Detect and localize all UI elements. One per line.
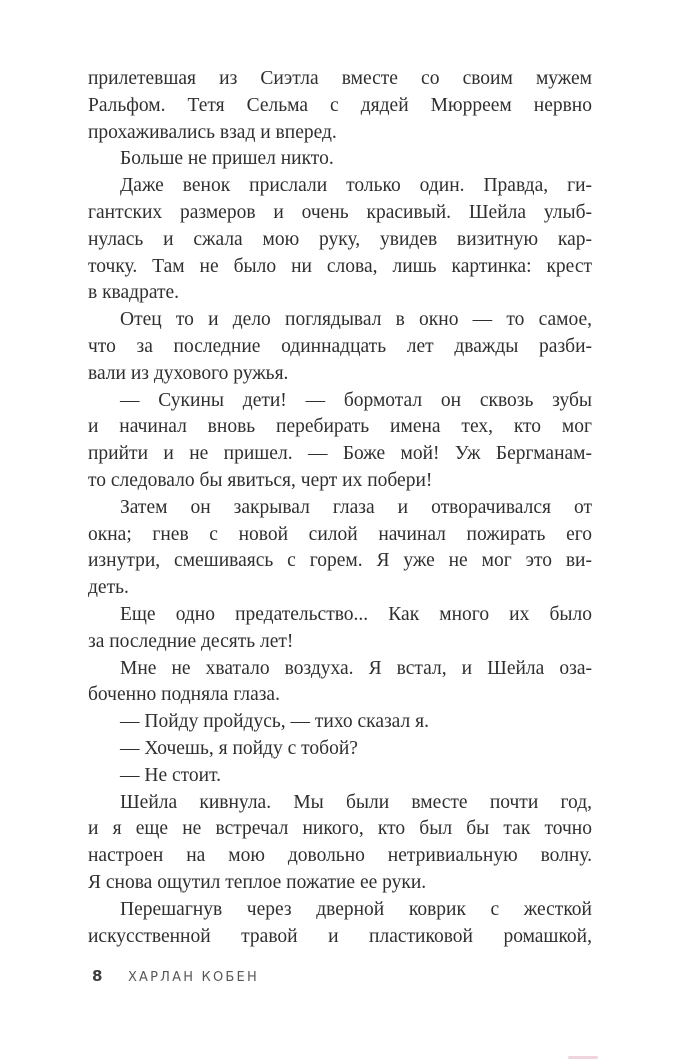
text-line: Шейла кивнула. Мы были вместе почти год, bbox=[120, 791, 592, 813]
text-line: деть. bbox=[88, 577, 129, 599]
page-number: 8 bbox=[92, 967, 103, 985]
text-line: прилетевшая из Сиэтла вместе со своим мужем bbox=[88, 68, 592, 89]
text-line: — Не стоит. bbox=[120, 764, 222, 786]
text-line: за последние десять лет! bbox=[88, 630, 294, 652]
text-line: в квадрате. bbox=[88, 282, 180, 304]
text-line: прийти и не пришел. — Боже мой! Уж Бергманам- bbox=[88, 443, 592, 465]
text-line: Больше не пришел никто. bbox=[120, 148, 334, 170]
text-line: Я снова ощутил теплое пожатие ее руки. bbox=[88, 871, 427, 893]
text-line: вали из духового ружья. bbox=[88, 362, 289, 384]
body-text bbox=[88, 66, 592, 950]
text-line: боченно подняла глаза. bbox=[88, 684, 280, 706]
text-line: окна; гнев с новой силой начинал пожирать его bbox=[88, 523, 592, 545]
text-line: что за последние одиннадцать лет дважды разби- bbox=[88, 335, 592, 357]
text-line: настроен на мою довольно нетривиальную волну. bbox=[88, 845, 592, 867]
text-line: Затем он закрывал глаза и отворачивался от bbox=[120, 496, 592, 518]
text-line: искусственной травой и пластиковой ромашкой, bbox=[88, 925, 592, 947]
text-line: Отец то и дело поглядывал в окно — то самое, bbox=[120, 309, 592, 331]
text-line: и начинал вновь перебирать имена тех, кто мог bbox=[88, 416, 592, 438]
text-line: — Сукины дети! — бормотал он сквозь зубы bbox=[120, 389, 592, 411]
text-line: — Хочешь, я пойду с тобой? bbox=[120, 737, 358, 759]
text-line: точку. Там не было ни слова, лишь картинка: крест bbox=[88, 255, 592, 277]
text-line: Даже венок прислали только один. Правда, ги- bbox=[120, 175, 592, 197]
text-line: Ральфом. Тетя Сельма с дядей Мюрреем нервно bbox=[88, 94, 592, 116]
page-corner-accent-line bbox=[568, 1056, 598, 1059]
running-title: ХАРЛАН КОБЕН bbox=[127, 970, 259, 985]
text-line: Перешагнув через дверной коврик с жесткой bbox=[120, 898, 592, 920]
text-line: нулась и сжала мою руку, увидев визитную кар- bbox=[88, 228, 592, 250]
page-footer bbox=[92, 967, 512, 985]
text-line: то следовало бы явиться, черт их побери! bbox=[88, 469, 433, 491]
text-line: Мне не хватало воздуха. Я встал, и Шейла оза- bbox=[120, 657, 592, 679]
text-line: прохаживались взад и вперед. bbox=[88, 121, 337, 143]
text-line: Еще одно предательство... Как много их было bbox=[120, 603, 592, 625]
text-line: и я еще не встречал никого, кто был бы так точно bbox=[88, 818, 592, 840]
text-line: гантских размеров и очень красивый. Шейла улыб- bbox=[88, 201, 592, 223]
text-line: изнутри, смешиваясь с горем. Я уже не мог это ви- bbox=[88, 550, 592, 572]
text-line: — Пойду пройдусь, — тихо сказал я. bbox=[120, 711, 429, 733]
